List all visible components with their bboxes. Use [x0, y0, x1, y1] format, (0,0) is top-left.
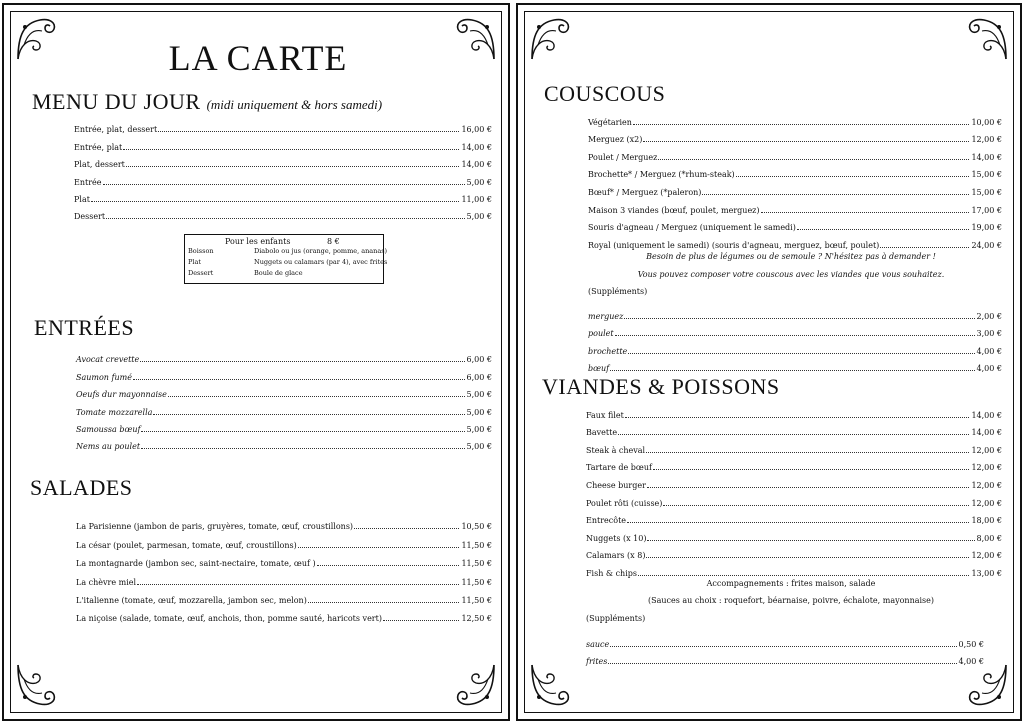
- menu-item-name: Entrée, plat, dessert: [74, 125, 158, 135]
- dot-leader: [123, 148, 459, 150]
- menu-item-name: Cheese burger: [586, 480, 646, 490]
- menu-item-name: La niçoise (salade, tomate, œuf, anchois, thon, pomme sauté, haricots vert): [76, 614, 382, 624]
- menu-item-price: 8,00 €: [976, 533, 1002, 543]
- dot-leader: [633, 123, 970, 125]
- menu-item-row: [76, 531, 492, 549]
- menu-item-price: 12,00 €: [971, 498, 1002, 508]
- viandes-supplements-list: [586, 631, 984, 666]
- dot-leader: [610, 369, 974, 371]
- dot-leader: [153, 413, 464, 415]
- kids-row-value: Diabolo ou jus (orange, pomme, ananas): [254, 247, 388, 255]
- menu-item-row: [76, 568, 492, 586]
- dot-leader: [736, 175, 970, 177]
- menu-item-price: 12,50 €: [461, 614, 492, 624]
- dot-leader: [646, 451, 969, 453]
- menu-item-row: [588, 338, 1002, 356]
- menu-item-row: [586, 402, 1002, 420]
- menu-item-name: Oeufs dur mayonnaise: [76, 390, 167, 400]
- menu-item-name: Bavette: [586, 428, 618, 438]
- menu-item-price: 12,00 €: [971, 135, 1002, 145]
- kids-menu-title: Pour les enfants: [225, 237, 291, 246]
- menu-item-row: [586, 560, 1002, 578]
- dot-leader: [880, 246, 969, 248]
- dot-leader: [625, 416, 970, 418]
- menu-item-price: 4,00 €: [976, 346, 1002, 356]
- menu-item-row: [588, 321, 1002, 339]
- menu-item-name: Entrée: [74, 177, 102, 187]
- menu-item-price: 17,00 €: [971, 205, 1002, 215]
- menu-item-name: Bœuf* / Merguez (*paleron): [588, 187, 702, 197]
- menu-item-price: 4,00 €: [958, 657, 984, 667]
- menu-item-row: [586, 508, 1002, 526]
- menu-item-row: [76, 434, 492, 451]
- menu-item-price: 12,00 €: [971, 463, 1002, 473]
- menu-item-row: [76, 550, 492, 568]
- menu-item-row: [588, 356, 1002, 374]
- menu-item-price: 24,00 €: [971, 240, 1002, 250]
- menu-item-row: [74, 187, 492, 204]
- dot-leader: [158, 130, 459, 132]
- menu-item-price: 14,00 €: [461, 160, 492, 170]
- menu-item-name: La Parisienne (jambon de paris, gruyères, tomate, œuf, croustillons): [76, 522, 354, 532]
- dot-leader: [354, 527, 459, 529]
- viandes-supplements-title: (Suppléments): [586, 614, 646, 623]
- menu-item-price: 11,50 €: [461, 540, 492, 550]
- menu-item-price: 6,00 €: [466, 372, 492, 382]
- menu-item-price: 14,00 €: [971, 428, 1002, 438]
- menu-item-row: [76, 347, 492, 364]
- menu-item-name: La montagnarde (jambon sec, saint-nectaire, tomate, œuf ): [76, 559, 316, 569]
- menu-item-name: sauce: [586, 639, 610, 649]
- menu-item-name: Nems au poulet: [76, 442, 141, 452]
- page-title: LA CARTE: [168, 38, 348, 78]
- menu-item-name: Steak à cheval: [586, 445, 646, 455]
- menu-item-price: 11,50 €: [461, 577, 492, 587]
- left-menu-page: [2, 3, 510, 721]
- dot-leader: [646, 556, 969, 558]
- dot-leader: [658, 158, 969, 160]
- menu-item-name: Tomate mozzarella: [76, 407, 153, 417]
- accompaniments-line: Accompagnements : frites maison, salade: [706, 579, 876, 588]
- menu-item-row: [588, 197, 1002, 215]
- menu-item-name: Plat: [74, 194, 90, 204]
- menu-item-row: [74, 169, 492, 186]
- menu-item-name: Souris d'agneau / Merguez (uniquement le samedi): [588, 223, 796, 233]
- menu-item-price: 5,00 €: [466, 212, 492, 222]
- couscous-supplements-title: (Suppléments): [588, 287, 648, 296]
- menu-item-row: [76, 364, 492, 381]
- dot-leader: [643, 140, 969, 142]
- dot-leader: [618, 433, 969, 435]
- dot-leader: [383, 619, 459, 621]
- corner-ornament-icon: [964, 15, 1010, 61]
- menu-item-row: [586, 490, 1002, 508]
- dot-leader: [140, 360, 464, 362]
- menu-item-name: Calamars (x 8): [586, 551, 646, 561]
- sauces-line: (Sauces au choix : roquefort, béarnaise, poivre, échalote, mayonnaise): [647, 596, 935, 605]
- entrees-title: ENTRÉES: [34, 315, 135, 340]
- menu-item-name: Merguez (x2): [588, 135, 643, 145]
- menu-item-price: 5,00 €: [466, 442, 492, 452]
- menu-item-price: 19,00 €: [971, 223, 1002, 233]
- menu-item-name: Entrée, plat: [74, 142, 123, 152]
- menu-item-name: Plat, dessert: [74, 160, 125, 170]
- menu-item-name: Nuggets (x 10): [586, 533, 647, 543]
- kids-row-label: Plat: [188, 258, 201, 266]
- menu-item-row: [586, 472, 1002, 490]
- corner-ornament-icon: [528, 15, 574, 61]
- menu-item-price: 6,00 €: [466, 355, 492, 365]
- menu-item-row: [74, 117, 492, 134]
- right-menu-page: [516, 3, 1022, 721]
- menu-item-name: bœuf: [588, 364, 610, 374]
- menu-item-name: Tartare de bœuf: [586, 463, 652, 473]
- corner-ornament-icon: [528, 663, 574, 709]
- menu-item-row: [588, 303, 1002, 321]
- menu-item-row: [586, 631, 984, 649]
- menu-item-row: [74, 204, 492, 221]
- dot-leader: [627, 521, 969, 523]
- dot-leader: [133, 378, 465, 380]
- menu-item-row: [586, 543, 1002, 561]
- menu-item-price: 12,00 €: [971, 480, 1002, 490]
- menu-item-row: [76, 605, 492, 623]
- menu-item-price: 10,00 €: [971, 117, 1002, 127]
- couscous-supplements-list: [588, 303, 1002, 373]
- menu-item-price: 14,00 €: [971, 410, 1002, 420]
- dot-leader: [106, 217, 464, 219]
- dot-leader: [103, 183, 465, 185]
- couscous-title: COUSCOUS: [544, 81, 666, 106]
- menu-item-price: 2,00 €: [976, 311, 1002, 321]
- dot-leader: [91, 200, 460, 202]
- couscous-list: [588, 109, 1002, 250]
- dot-leader: [653, 468, 970, 470]
- menu-item-price: 15,00 €: [971, 187, 1002, 197]
- menu-du-jour-heading: MENU DU JOUR: [32, 89, 201, 114]
- dot-leader: [624, 317, 974, 319]
- menu-item-row: [588, 144, 1002, 162]
- menu-item-name: poulet: [588, 329, 614, 339]
- menu-item-price: 5,00 €: [466, 390, 492, 400]
- menu-item-row: [76, 417, 492, 434]
- menu-item-price: 11,00 €: [461, 194, 492, 204]
- corner-ornament-icon: [14, 663, 60, 709]
- menu-item-price: 5,00 €: [466, 407, 492, 417]
- menu-item-price: 5,00 €: [466, 424, 492, 434]
- menu-item-name: La chèvre miel: [76, 577, 137, 587]
- dot-leader: [317, 564, 460, 566]
- menu-item-row: [74, 152, 492, 169]
- menu-item-name: Saumon fumé: [76, 372, 132, 382]
- menu-item-name: Poulet rôti (cuisse): [586, 498, 663, 508]
- dot-leader: [647, 539, 974, 541]
- viandes-poissons-title: VIANDES & POISSONS: [542, 374, 780, 399]
- menu-item-name: Végétarien: [588, 117, 632, 127]
- kids-row-label: Dessert: [188, 269, 214, 277]
- dot-leader: [797, 228, 970, 230]
- menu-item-name: Faux filet: [586, 410, 624, 420]
- menu-item-price: 15,00 €: [971, 170, 1002, 180]
- menu-item-row: [588, 232, 1002, 250]
- dot-leader: [126, 165, 460, 167]
- menu-du-jour-list: [74, 117, 492, 221]
- couscous-note-1: Besoin de plus de légumes ou de semoule ? N'hésitez pas à demander !: [646, 252, 936, 261]
- menu-item-row: [586, 649, 984, 667]
- menu-item-row: [588, 162, 1002, 180]
- menu-item-name: Fish & chips: [586, 568, 637, 578]
- salades-list: [76, 513, 492, 623]
- dot-leader: [702, 193, 969, 195]
- dot-leader: [647, 486, 970, 488]
- menu-item-name: merguez: [588, 311, 624, 321]
- menu-item-price: 12,00 €: [971, 445, 1002, 455]
- kids-row-label: Boisson: [188, 247, 214, 255]
- dot-leader: [141, 430, 464, 432]
- corner-ornament-icon: [964, 663, 1010, 709]
- kids-menu-price: 8 €: [327, 237, 340, 246]
- dot-leader: [141, 447, 465, 449]
- menu-item-name: Royal (uniquement le samedi) (souris d'agneau, merguez, bœuf, poulet): [588, 240, 880, 250]
- menu-item-name: Entrecôte: [586, 516, 627, 526]
- menu-item-row: [74, 134, 492, 151]
- menu-item-price: 13,00 €: [971, 568, 1002, 578]
- menu-item-row: [76, 587, 492, 605]
- menu-item-name: L'italienne (tomate, œuf, mozzarella, jambon sec, melon): [76, 595, 307, 605]
- menu-item-row: [588, 179, 1002, 197]
- menu-item-price: 16,00 €: [461, 125, 492, 135]
- viandes-list: [586, 402, 1002, 578]
- corner-ornament-icon: [452, 663, 498, 709]
- menu-item-name: brochette: [588, 346, 628, 356]
- menu-item-row: [76, 382, 492, 399]
- dot-leader: [610, 645, 956, 647]
- kids-menu-box: [184, 234, 388, 284]
- menu-item-row: [586, 525, 1002, 543]
- dot-leader: [308, 601, 460, 603]
- dot-leader: [761, 211, 970, 213]
- menu-item-row: [76, 399, 492, 416]
- dot-leader: [628, 352, 974, 354]
- dot-leader: [298, 546, 460, 548]
- menu-item-price: 11,50 €: [461, 595, 492, 605]
- dot-leader: [615, 334, 975, 336]
- menu-du-jour-title: [32, 89, 382, 115]
- dot-leader: [638, 574, 969, 576]
- menu-item-row: [588, 215, 1002, 233]
- menu-item-price: 10,50 €: [461, 522, 492, 532]
- menu-item-price: 5,00 €: [466, 177, 492, 187]
- menu-item-price: 14,00 €: [461, 142, 492, 152]
- menu-item-price: 18,00 €: [971, 516, 1002, 526]
- kids-row-value: Boule de glace: [254, 269, 303, 277]
- couscous-note-2: Vous pouvez composer votre couscous avec les viandes que vous souhaitez.: [637, 270, 945, 279]
- kids-row-value: Nuggets ou calamars (par 4), avec frites: [254, 258, 388, 266]
- menu-item-price: 4,00 €: [976, 364, 1002, 374]
- menu-item-row: [586, 455, 1002, 473]
- salades-title: SALADES: [30, 475, 133, 500]
- dot-leader: [168, 395, 465, 397]
- menu-item-row: [586, 420, 1002, 438]
- menu-item-name: Samoussa bœuf: [76, 424, 141, 434]
- menu-item-name: Maison 3 viandes (bœuf, poulet, merguez): [588, 205, 760, 215]
- menu-item-row: [76, 513, 492, 531]
- menu-item-name: La césar (poulet, parmesan, tomate, œuf, croustillons): [76, 540, 297, 550]
- menu-item-name: frites: [586, 657, 608, 667]
- menu-item-name: Dessert: [74, 212, 106, 222]
- menu-item-price: 3,00 €: [976, 329, 1002, 339]
- dot-leader: [137, 583, 459, 585]
- menu-item-row: [588, 109, 1002, 127]
- menu-item-name: Poulet / Merguez: [588, 152, 658, 162]
- dot-leader: [608, 662, 956, 664]
- menu-item-price: 12,00 €: [971, 551, 1002, 561]
- menu-item-name: Avocat crevette: [76, 355, 140, 365]
- menu-item-price: 0,50 €: [958, 639, 984, 649]
- menu-item-price: 11,50 €: [461, 559, 492, 569]
- dot-leader: [663, 504, 969, 506]
- menu-item-row: [588, 127, 1002, 145]
- menu-item-price: 14,00 €: [971, 152, 1002, 162]
- menu-item-row: [586, 437, 1002, 455]
- menu-du-jour-note: (midi uniquement & hors samedi): [206, 97, 383, 112]
- menu-item-name: Brochette* / Merguez (*rhum-steak): [588, 170, 735, 180]
- entrees-list: [76, 347, 492, 451]
